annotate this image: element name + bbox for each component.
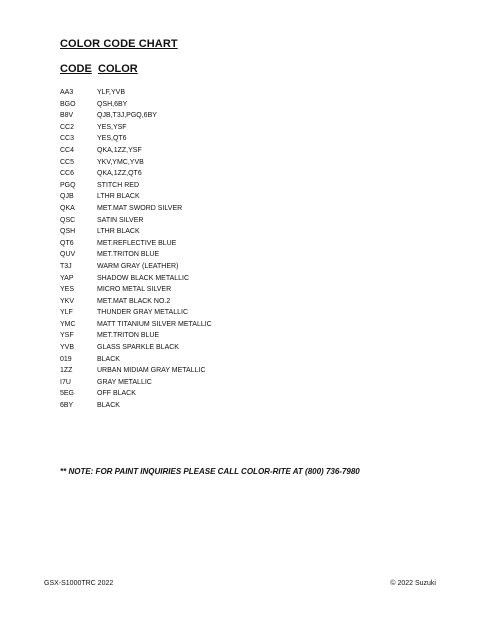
color-code: BGO — [60, 100, 76, 108]
color-name: MET.MAT BLACK NO.2 — [97, 297, 171, 305]
color-code-list — [60, 87, 380, 412]
color-code: 1ZZ — [60, 367, 73, 375]
color-name: URBAN MIDIAM GRAY METALLIC — [97, 367, 206, 375]
color-code: QKA — [60, 204, 75, 212]
color-name: YES,YSF — [97, 123, 127, 131]
color-code: CC3 — [60, 135, 75, 143]
table-row — [60, 203, 380, 215]
color-name: WARM GRAY (LEATHER) — [97, 262, 179, 270]
color-code: CC5 — [60, 158, 75, 166]
color-name: THUNDER GRAY METALLIC — [97, 309, 189, 317]
table-row — [60, 133, 380, 145]
table-row — [60, 330, 380, 342]
code-column-header: CODE — [60, 63, 92, 75]
color-name: MET.REFLECTIVE BLUE — [97, 239, 177, 247]
color-code: QSC — [60, 216, 76, 224]
color-code: 5EG — [60, 390, 75, 398]
table-row — [60, 191, 380, 203]
color-name: SATIN SILVER — [97, 216, 144, 224]
color-name: OFF BLACK — [97, 390, 136, 398]
color-code: CC6 — [60, 170, 75, 178]
table-row — [60, 168, 380, 180]
color-name: MET.TRITON BLUE — [97, 332, 160, 340]
table-row — [60, 180, 380, 192]
table-row — [60, 215, 380, 227]
color-name: BLACK — [97, 402, 120, 410]
table-row — [60, 226, 380, 238]
color-name: GRAY METALLIC — [97, 378, 152, 386]
table-row — [60, 307, 380, 319]
table-row — [60, 388, 380, 400]
color-name: LTHR BLACK — [97, 193, 140, 201]
table-row — [60, 400, 380, 412]
color-name: QKA,1ZZ,QT6 — [97, 170, 142, 178]
color-code: PGQ — [60, 181, 76, 189]
table-row — [60, 377, 380, 389]
color-code: B8V — [60, 112, 74, 120]
color-name: BLACK — [97, 355, 120, 363]
table-row — [60, 342, 380, 354]
color-code: 6BY — [60, 402, 74, 410]
footer-copyright: © 2022 Suzuki — [390, 580, 436, 587]
color-name: MET.TRITON BLUE — [97, 251, 160, 259]
color-code: I7U — [60, 378, 71, 386]
color-column-header: COLOR — [98, 63, 138, 75]
color-name: QKA,1ZZ,YSF — [97, 146, 142, 154]
table-row — [60, 284, 380, 296]
color-name: YES,QT6 — [97, 135, 127, 143]
color-name: QJB,T3J,PGQ,6BY — [97, 112, 157, 120]
color-code: 019 — [60, 355, 72, 363]
color-name: YLF,YVB — [97, 89, 126, 96]
color-code: YAP — [60, 274, 74, 282]
table-row — [60, 157, 380, 169]
table-row — [60, 319, 380, 331]
color-code: QUV — [60, 251, 76, 259]
color-code: QSH — [60, 228, 76, 236]
color-code: QT6 — [60, 239, 74, 247]
color-name: YKV,YMC,YVB — [97, 158, 144, 166]
table-row — [60, 261, 380, 273]
color-code: YSF — [60, 332, 74, 340]
table-row — [60, 145, 380, 157]
color-code: QJB — [60, 193, 74, 201]
color-code: T3J — [60, 262, 72, 270]
color-code: CC2 — [60, 123, 75, 131]
table-row — [60, 249, 380, 261]
color-name: STITCH RED — [97, 181, 139, 189]
color-code: YMC — [60, 320, 76, 328]
color-name: QSH,6BY — [97, 100, 128, 108]
color-name: SHADOW BLACK METALLIC — [97, 274, 190, 282]
table-row — [60, 122, 380, 134]
color-name: LTHR BLACK — [97, 228, 140, 236]
color-name: MATT TITANIUM SILVER METALLIC — [97, 320, 212, 328]
footer-model: GSX-S1000TRC 2022 — [44, 580, 114, 587]
color-code: YES — [60, 286, 75, 294]
paint-inquiry-note: ** NOTE: FOR PAINT INQUIRIES PLEASE CALL COLOR-RITE AT (800) 736-7980 — [60, 467, 360, 476]
color-code: AA3 — [60, 89, 74, 96]
table-row — [60, 238, 380, 250]
table-row — [60, 110, 380, 122]
color-code: CC4 — [60, 146, 75, 154]
table-row — [60, 273, 380, 285]
color-name: GLASS SPARKLE BLACK — [97, 344, 179, 352]
color-code: YLF — [60, 309, 73, 317]
table-row — [60, 354, 380, 366]
color-code: YVB — [60, 344, 75, 352]
table-row — [60, 296, 380, 308]
color-name: MET.MAT SWORD SILVER — [97, 204, 183, 212]
table-row — [60, 365, 380, 377]
color-name: MICRO METAL SILVER — [97, 286, 172, 294]
color-code: YKV — [60, 297, 75, 305]
page-title: COLOR CODE CHART — [60, 38, 178, 50]
table-row — [60, 87, 380, 99]
table-row — [60, 99, 380, 111]
